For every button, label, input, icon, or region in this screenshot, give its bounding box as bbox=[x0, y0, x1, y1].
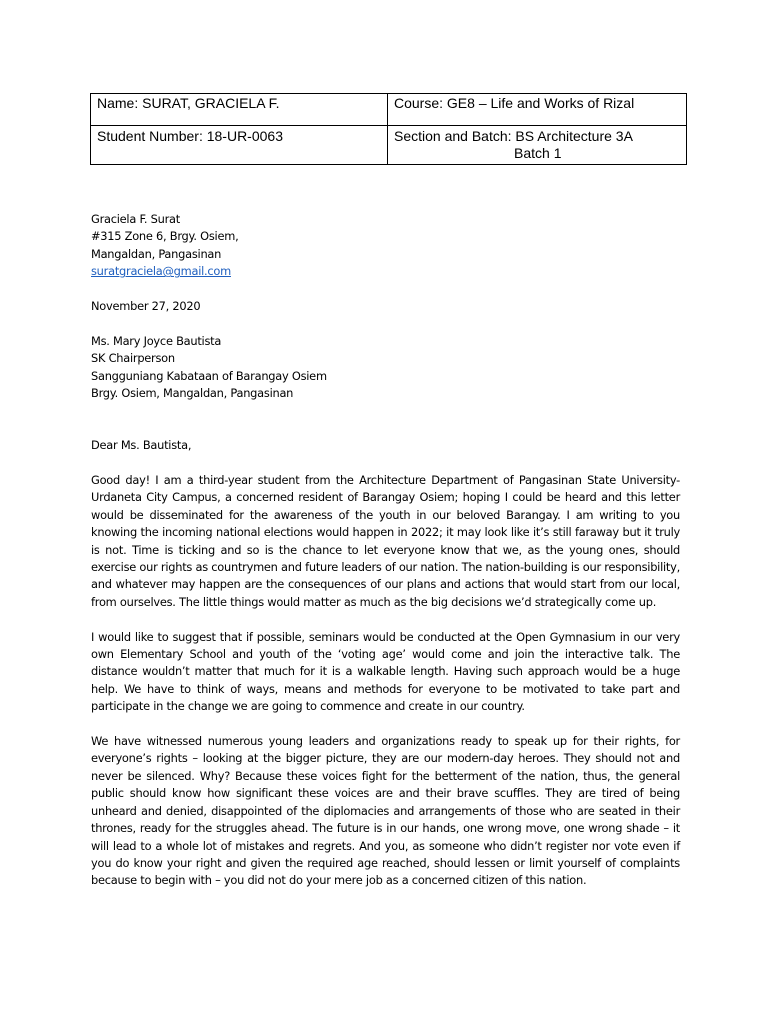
sender-address-line2: Mangaldan, Pangasinan bbox=[91, 246, 222, 261]
paragraph-young-leaders: We have witnessed numerous young leaders and organizations ready to speak up for their rights, for everyone’s rights – looking at the bigger picture, they are our modern-day heroes. They should not and never be silenced. Why? Because these voices fight for the betterment of the nation, thus, the general public should know how significant these voices are and their brave scuffles. They are tired of being unheard and denied, disappointed of the diplomacies and arrangements of those who are seated in their thrones, ready for the struggles ahead. The future is in our hands, one wrong move, one wrong shade – it will lead to a whole lot of mistakes and regrets. And you, as someone who didn’t register nor vote even if you do know your right and given the required age reached, should lessen or limit yourself of complaints because to begin with – you did not do your mere job as a concerned citizen of this nation. bbox=[91, 734, 680, 888]
recipient-address: Brgy. Osiem, Mangaldan, Pangasinan bbox=[91, 386, 294, 401]
salutation: Dear Ms. Bautista, bbox=[91, 438, 192, 453]
paragraph-suggestion: I would like to suggest that if possible, seminars would be conducted at the Open Gymnasium in our very own Elementary School and youth of the ‘voting age’ would come and join the interactive talk. The distance wouldn’t matter that much for it is a walkable length. Having such approach would be a huge help. We have to think of ways, means and methods for everyone to be motivated to take part and participate in the change we are going to commence and create in our country. bbox=[91, 629, 680, 714]
student-number-cell: Student Number: 18-UR-0063 bbox=[91, 126, 388, 165]
recipient-name: Ms. Mary Joyce Bautista bbox=[91, 333, 222, 348]
section-batch-cell bbox=[388, 126, 687, 165]
sender-email-link[interactable]: suratgraciela@gmail.com bbox=[91, 264, 231, 279]
sender-address-line1: #315 Zone 6, Brgy. Osiem, bbox=[91, 229, 239, 244]
paragraph-intro: Good day! I am a third-year student from the Architecture Department of Pangasinan State University-Urdaneta City Campus, a concerned resident of Barangay Osiem; hoping I could be heard and this letter would be disseminated for the awareness of the youth in our beloved Barangay. I am writing to you knowing the incoming national elections would happen in 2022; it may look like it’s still faraway but it truly is not. Time is ticking and so is the chance to let everyone know that we, as the young ones, should exercise our rights as countrymen and future leaders of our nation. The nation-building is our responsibility, and whatever may happen are the consequences of our plans and actions that would start from our local, from ourselves. The little things would matter as much as the big decisions we’d strategically come up. bbox=[91, 473, 680, 609]
recipient-title: SK Chairperson bbox=[91, 351, 175, 366]
recipient-block bbox=[91, 333, 680, 403]
student-name-cell: Name: SURAT, GRACIELA F. bbox=[91, 94, 388, 126]
spacer bbox=[91, 420, 680, 437]
info-row bbox=[91, 126, 687, 165]
section-label: Section and Batch: BS Architecture 3A bbox=[394, 128, 633, 144]
student-info-table bbox=[90, 93, 687, 165]
recipient-organization: Sangguniang Kabataan of Barangay Osiem bbox=[91, 368, 327, 383]
sender-block bbox=[91, 211, 680, 281]
info-row bbox=[91, 94, 687, 126]
sender-name: Graciela F. Surat bbox=[91, 212, 180, 226]
course-cell: Course: GE8 – Life and Works of Rizal bbox=[388, 94, 687, 126]
letter-date: November 27, 2020 bbox=[91, 299, 201, 314]
batch-label: Batch 1 bbox=[514, 145, 562, 161]
letter-body bbox=[91, 211, 680, 907]
